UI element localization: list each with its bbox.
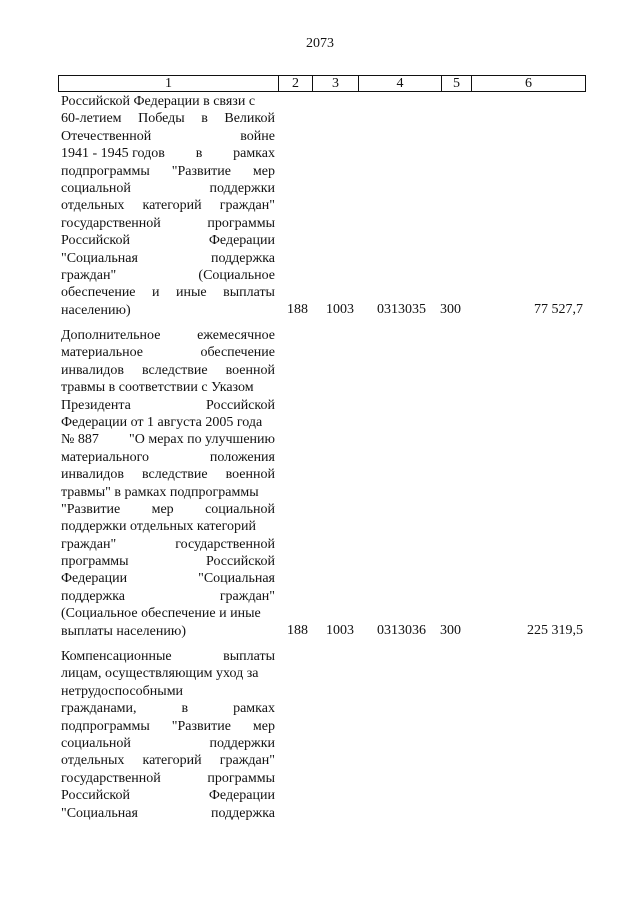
description-word: поддержка xyxy=(61,588,126,604)
description-word: 60-летием xyxy=(61,111,122,127)
description-line xyxy=(61,197,275,214)
description-line xyxy=(61,466,275,483)
description-word: (Социальное обеспечение и иные xyxy=(61,606,261,622)
description-line xyxy=(61,110,275,127)
description-line xyxy=(61,553,275,570)
description-word: Российской xyxy=(61,233,130,249)
description-word: отдельных xyxy=(61,753,125,769)
description-line xyxy=(61,484,275,501)
description-line xyxy=(61,145,275,162)
row-col4: 0313035 xyxy=(377,302,426,317)
description-word: "О мерах по улучшению xyxy=(129,432,275,448)
description-word: отдельных xyxy=(61,198,125,214)
description-word: социальной xyxy=(205,501,275,517)
description-line xyxy=(61,805,275,822)
description-word: "Социальная xyxy=(198,571,275,587)
description-word: положения xyxy=(209,449,275,465)
description-word: "Развитие xyxy=(171,163,231,179)
description-word: войне xyxy=(240,128,275,144)
description-word: ежемесячное xyxy=(197,328,275,343)
description-word: Президента xyxy=(61,397,131,413)
description-line xyxy=(61,605,275,622)
description-word: программы xyxy=(61,554,129,570)
description-word: № 887 xyxy=(61,432,99,448)
description-word: граждан" xyxy=(219,198,275,214)
header-col-6: 6 xyxy=(472,76,586,92)
description-word: лицам, осуществляющим уход за xyxy=(61,666,259,682)
description-line xyxy=(61,718,275,735)
description-word: вследствие xyxy=(142,362,208,378)
page-number: 2073 xyxy=(306,36,334,51)
description-line xyxy=(61,449,275,466)
header-col-5: 5 xyxy=(442,76,472,92)
description-word: материальное xyxy=(61,345,144,361)
header-col-4: 4 xyxy=(359,76,442,92)
description-word: категорий xyxy=(142,198,202,214)
description-line xyxy=(61,414,275,431)
description-line xyxy=(61,700,275,717)
description-word: инвалидов xyxy=(61,362,124,378)
description-line xyxy=(61,623,275,640)
header-col-2: 2 xyxy=(279,76,313,92)
description-word: граждан" xyxy=(219,588,275,604)
description-word: выплаты xyxy=(223,285,275,301)
description-word: граждан" xyxy=(219,753,275,769)
description-line xyxy=(61,267,275,284)
description-word: иные xyxy=(176,285,207,301)
description-word: "Развитие xyxy=(61,501,121,517)
description-word: социальной xyxy=(61,735,131,751)
description-word: граждан" xyxy=(61,267,117,283)
description-word: в xyxy=(201,111,208,127)
description-word: материального xyxy=(61,449,150,465)
description-line xyxy=(61,284,275,301)
description-word: гражданами, xyxy=(61,701,137,717)
description-line xyxy=(61,735,275,752)
description-word: Российской xyxy=(61,788,130,804)
description-word: военной xyxy=(225,362,275,378)
description-word: государственной xyxy=(61,215,161,231)
table-header xyxy=(58,75,586,92)
row-description xyxy=(61,327,275,640)
description-word: рамках xyxy=(233,701,275,717)
row-col6: 77 527,7 xyxy=(534,302,583,317)
description-word: и xyxy=(152,285,160,301)
row-col2: 188 xyxy=(287,623,308,638)
description-word: Российской xyxy=(206,397,275,413)
description-word: Федерации от 1 августа 2005 года xyxy=(61,414,263,430)
row-col3: 1003 xyxy=(326,623,354,638)
description-word: населению) xyxy=(61,302,131,318)
description-word: (Социальное xyxy=(198,267,275,283)
description-line xyxy=(61,379,275,396)
description-line xyxy=(61,752,275,769)
description-line xyxy=(61,232,275,249)
description-word: травмы" в рамках подпрограммы xyxy=(61,484,259,500)
row-col3: 1003 xyxy=(326,302,354,317)
description-word: в xyxy=(181,701,189,717)
description-word: Российской xyxy=(206,554,275,570)
description-word: подпрограммы xyxy=(61,718,150,734)
header-row xyxy=(59,76,586,92)
row-col6: 225 319,5 xyxy=(527,623,583,638)
description-line xyxy=(61,648,275,665)
description-word: Федерации xyxy=(208,788,275,804)
row-description xyxy=(61,648,275,822)
description-word: Федерации xyxy=(61,571,128,587)
description-word: поддержки xyxy=(209,180,275,196)
description-line xyxy=(61,362,275,379)
description-word: обеспечение xyxy=(61,285,136,301)
description-line xyxy=(61,431,275,448)
description-word: вследствие xyxy=(142,467,208,483)
description-word: Великой xyxy=(224,111,275,127)
description-line xyxy=(61,250,275,267)
description-line xyxy=(61,180,275,197)
description-line xyxy=(61,128,275,145)
description-word: инвалидов xyxy=(61,467,124,483)
description-word: государственной xyxy=(175,536,275,552)
description-word: программы xyxy=(207,215,275,231)
description-word: Компенсационные xyxy=(61,649,172,664)
description-word: Победы xyxy=(138,111,185,127)
description-word: государственной xyxy=(61,770,161,786)
description-line xyxy=(61,665,275,682)
description-word: "Развитие xyxy=(171,718,231,734)
header-col-1: 1 xyxy=(59,76,279,92)
description-word: граждан" xyxy=(61,536,117,552)
description-line xyxy=(61,536,275,553)
description-word: Отечественной xyxy=(61,128,152,144)
description-word: "Социальная xyxy=(61,805,138,821)
description-word: обеспечение xyxy=(200,345,275,361)
description-word: Российской Федерации в связи с xyxy=(61,94,256,109)
description-word: социальной xyxy=(61,180,131,196)
description-word: поддержка xyxy=(210,805,275,821)
description-word: Дополнительное xyxy=(61,328,161,343)
description-line xyxy=(61,787,275,804)
description-word: мер xyxy=(252,718,275,734)
description-line xyxy=(61,570,275,587)
description-word: программы xyxy=(207,770,275,786)
description-word: травмы в соответствии с Указом xyxy=(61,380,254,396)
row-col5: 300 xyxy=(440,623,461,638)
description-line xyxy=(61,215,275,232)
description-line xyxy=(61,683,275,700)
description-word: рамках xyxy=(233,146,275,162)
description-line xyxy=(61,501,275,518)
header-col-3: 3 xyxy=(313,76,359,92)
description-line xyxy=(61,302,275,319)
description-word: нетрудоспособными xyxy=(61,683,184,699)
description-word: мер xyxy=(151,501,174,517)
row-description xyxy=(61,93,275,319)
row-col2: 188 xyxy=(287,302,308,317)
description-word: поддержки xyxy=(209,735,275,751)
description-line xyxy=(61,770,275,787)
description-line xyxy=(61,327,275,344)
description-line xyxy=(61,588,275,605)
description-line xyxy=(61,518,275,535)
description-word: в xyxy=(195,146,203,162)
description-word: поддержки отдельных категорий xyxy=(61,519,257,535)
description-line xyxy=(61,397,275,414)
description-word: поддержка xyxy=(210,250,275,266)
description-word: категорий xyxy=(142,753,202,769)
description-word: "Социальная xyxy=(61,250,138,266)
description-word: мер xyxy=(252,163,275,179)
description-word: 1941 - 1945 годов xyxy=(61,146,165,162)
description-word: военной xyxy=(225,467,275,483)
description-word: выплаты xyxy=(223,649,275,664)
description-line xyxy=(61,93,275,110)
row-col5: 300 xyxy=(440,302,461,317)
description-word: Федерации xyxy=(208,233,275,249)
description-line xyxy=(61,344,275,361)
description-line xyxy=(61,163,275,180)
description-word: выплаты населению) xyxy=(61,623,186,639)
row-col4: 0313036 xyxy=(377,623,426,638)
description-word: подпрограммы xyxy=(61,163,150,179)
